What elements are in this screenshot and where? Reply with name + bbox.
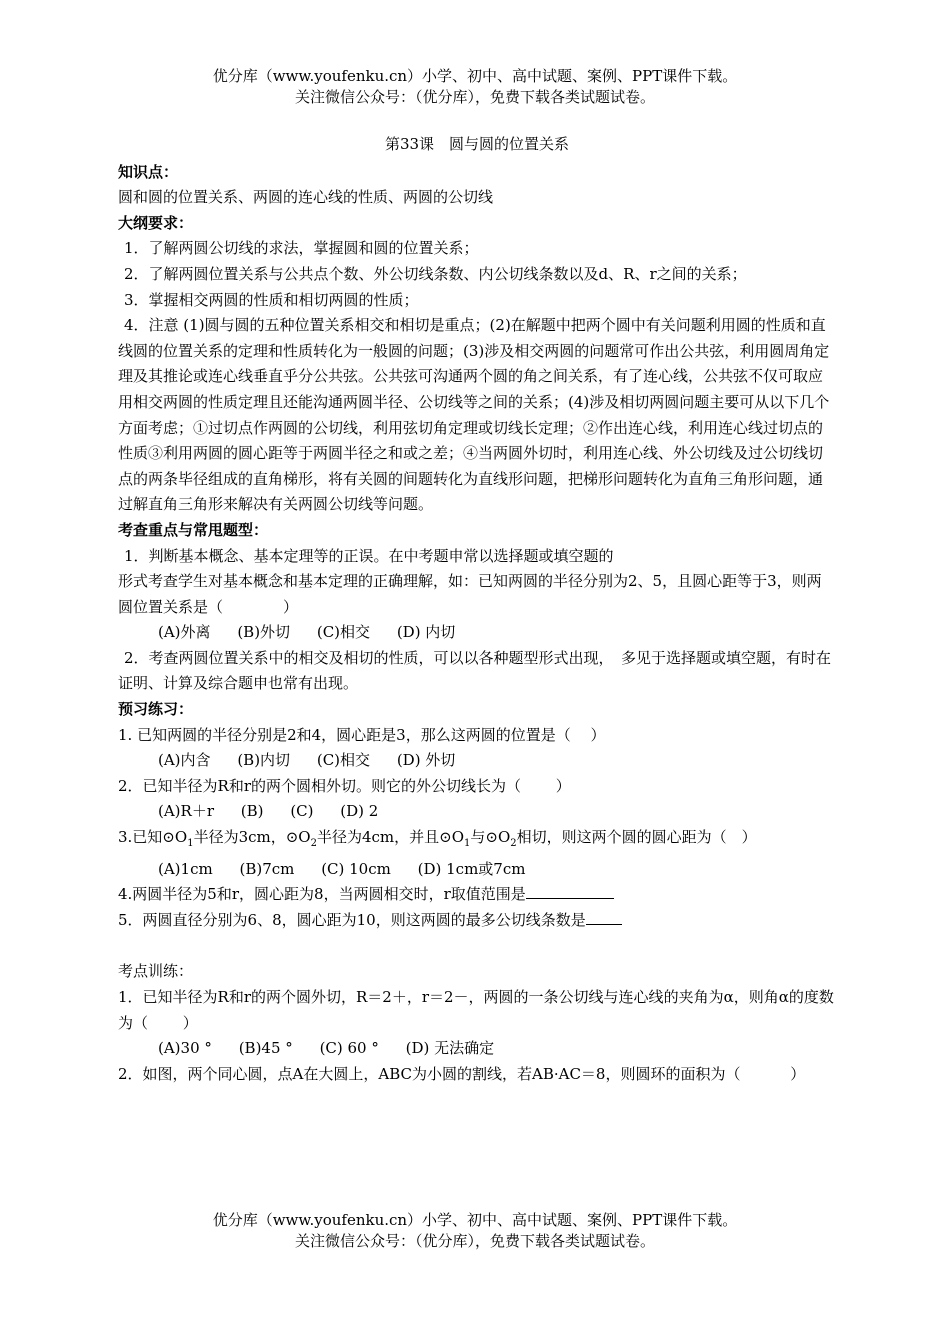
exam-item-1-line-2: 形式考查学生对基本概念和基本定理的正确理解，如：已知两圆的半径分别为2、5，且圆心距等于3，则两圆位置关系是（ ） xyxy=(118,572,822,616)
option-b: (B)内切 xyxy=(237,751,291,770)
syllabus-item-4: 4．注意 (1)圆与圆的五种位置关系相交和相切是重点；(2)在解题中把两个圆中有关问题利用圆的性质和直线圆的位置关系的定理和性质转化为一般圆的问题；(3)涉及相交两圆的问题常可作出公共弦，利用圆周角定理及其推论或连心线垂直乎分公共弦。公共弦可沟通两个圆的角之间关系，有了连心线，公共弦不仅可取应用相交两圆的性质定理且还能沟通两圆半径、公切线等之间的关系；(4)涉及相切两圆问题主要可从以下几个方面考虑；①过切点作两圆的公切线，利用弦切角定理或切线长定理；②作出连心线，利用连心线过切点的性质③利用两圆的圆心距等于两圆半径之和或之差；④当两圆外切时，利用连心线、外公切线及过公切线切点的两条毕径组成的直角梯形，将有关圆的间题转化为直线形问题，把梯形问题转化为直角三角形问题，通过解直角三角形来解决有关两圆公切线等问题。 xyxy=(118,316,830,514)
training-question-1: 1．已知半径为R和r的两个圆外切，R＝2＋，r＝2－，两圆的一条公切线与连心线的夹角为α，则角α的度数为（ ） xyxy=(118,988,834,1032)
option-b: (B) xyxy=(240,802,264,821)
q3-text-c: 半径为4cm，并且⊙O xyxy=(316,828,465,847)
preview-question-3-options xyxy=(118,857,836,883)
training-question-2: 2．如图，两个同心圆，点A在大圆上，ABC为小圆的割线，若AB·AC＝8，则圆环的面积为（ ） xyxy=(118,1064,806,1083)
preview-question-2: 2．已知半径为R和r的两个圆相外切。则它的外公切线长为（ ） xyxy=(118,776,571,795)
page-footer xyxy=(0,1210,950,1252)
option-c: (C) 10cm xyxy=(321,859,391,878)
option-a: (A)1cm xyxy=(158,859,213,878)
exam-item-2: 2．考查两圆位置关系中的相交及相切的性质，可以以各种题型形式出现， 多见于选择题或填空题，有时在证明、计算及综合题申也常有出现。 xyxy=(118,648,832,693)
q3-text-e: 相切，则这两个圆的圆心距为（ ） xyxy=(516,828,757,847)
option-a: (A)30 ° xyxy=(158,1039,212,1058)
option-b: (B)45 ° xyxy=(238,1039,293,1058)
answer-blank xyxy=(586,910,622,925)
main-content xyxy=(118,132,836,1087)
syllabus-item-2: 2．了解两圆位置关系与公共点个数、外公切线条数、内公切线条数以及d、R、r之间的关系； xyxy=(124,264,747,283)
syllabus-item-3: 3．掌握相交两圆的性质和相切两圆的性质； xyxy=(124,290,419,309)
training-heading: 考点训练： xyxy=(118,962,194,981)
exam-heading: 考查重点与常甩题型： xyxy=(118,520,269,539)
exam-item-1-options xyxy=(118,620,836,646)
syllabus-heading: 大纲要求： xyxy=(118,213,194,232)
preview-question-5 xyxy=(118,908,836,934)
syllabus-item-1: 1．了解两圆公切线的求法，掌握圆和圆的位置关系； xyxy=(124,239,479,258)
header-line-2: 关注微信公众号：（优分库），免费下载各类试题试卷。 xyxy=(294,88,655,106)
preview-question-1-options xyxy=(118,748,836,774)
q3-text-b: 半径为3cm，⊙O xyxy=(193,828,311,847)
spacer xyxy=(118,933,836,959)
header-line-1: 优分库（www.youfenku.cn）小学、初中、高中试题、案例、PPT课件下载。 xyxy=(212,67,738,85)
q3-text-d: 与⊙O xyxy=(470,828,511,847)
footer-line-1: 优分库（www.youfenku.cn）小学、初中、高中试题、案例、PPT课件下载。 xyxy=(212,1211,738,1229)
q3-sub-4: 2 xyxy=(510,838,517,850)
preview-heading: 预习练习： xyxy=(118,700,194,719)
training-question-1-options xyxy=(118,1036,836,1062)
q3-text-a: 3.已知⊙O xyxy=(118,828,188,847)
option-d: (D) 无法确定 xyxy=(405,1039,495,1058)
q3-sub-2: 2 xyxy=(310,838,317,850)
preview-question-2-options xyxy=(118,799,836,825)
preview-question-1: 1. 已知两圆的半径分别是2和4，圆心距是3，那么这两圆的位置是（ ） xyxy=(118,725,606,744)
preview-question-3 xyxy=(118,825,836,857)
page-header xyxy=(0,66,950,108)
option-d: (D) 内切 xyxy=(396,623,456,642)
q5-text: 5．两圆直径分别为6、8，圆心距为10，则这两圆的最多公切线条数是 xyxy=(118,910,586,929)
option-d: (D) 外切 xyxy=(396,751,456,770)
q3-sub-1: 1 xyxy=(187,838,194,850)
q3-sub-3: 1 xyxy=(464,838,471,850)
option-a: (A)外离 xyxy=(158,623,211,642)
option-a: (A)R＋r xyxy=(158,802,215,821)
lesson-title: 第33课 圆与圆的位置关系 xyxy=(384,135,570,153)
footer-line-2: 关注微信公众号：（优分库），免费下载各类试题试卷。 xyxy=(294,1232,655,1250)
knowledge-text: 圆和圆的位置关系、两圆的连心线的性质、两圆的公切线 xyxy=(118,188,494,207)
option-d: (D) 2 xyxy=(340,802,379,821)
answer-blank xyxy=(526,884,614,899)
option-a: (A)内含 xyxy=(158,751,211,770)
option-b: (B)7cm xyxy=(239,859,295,878)
exam-item-1-line-1: 1．判断基本概念、基本定理等的正误。在中考题申常以选择题或填空题的 xyxy=(124,546,614,565)
q4-text: 4.两圆半径为5和r，圆心距为8，当两圆相交时，r取值范围是 xyxy=(118,885,526,904)
option-c: (C) 60 ° xyxy=(319,1039,379,1058)
knowledge-heading: 知识点： xyxy=(118,162,179,181)
option-c: (C)相交 xyxy=(316,623,371,642)
option-b: (B)外切 xyxy=(237,623,291,642)
option-d: (D) 1cm或7cm xyxy=(417,859,526,878)
preview-question-4 xyxy=(118,882,836,908)
option-c: (C)相交 xyxy=(316,751,371,770)
option-c: (C) xyxy=(290,802,314,821)
